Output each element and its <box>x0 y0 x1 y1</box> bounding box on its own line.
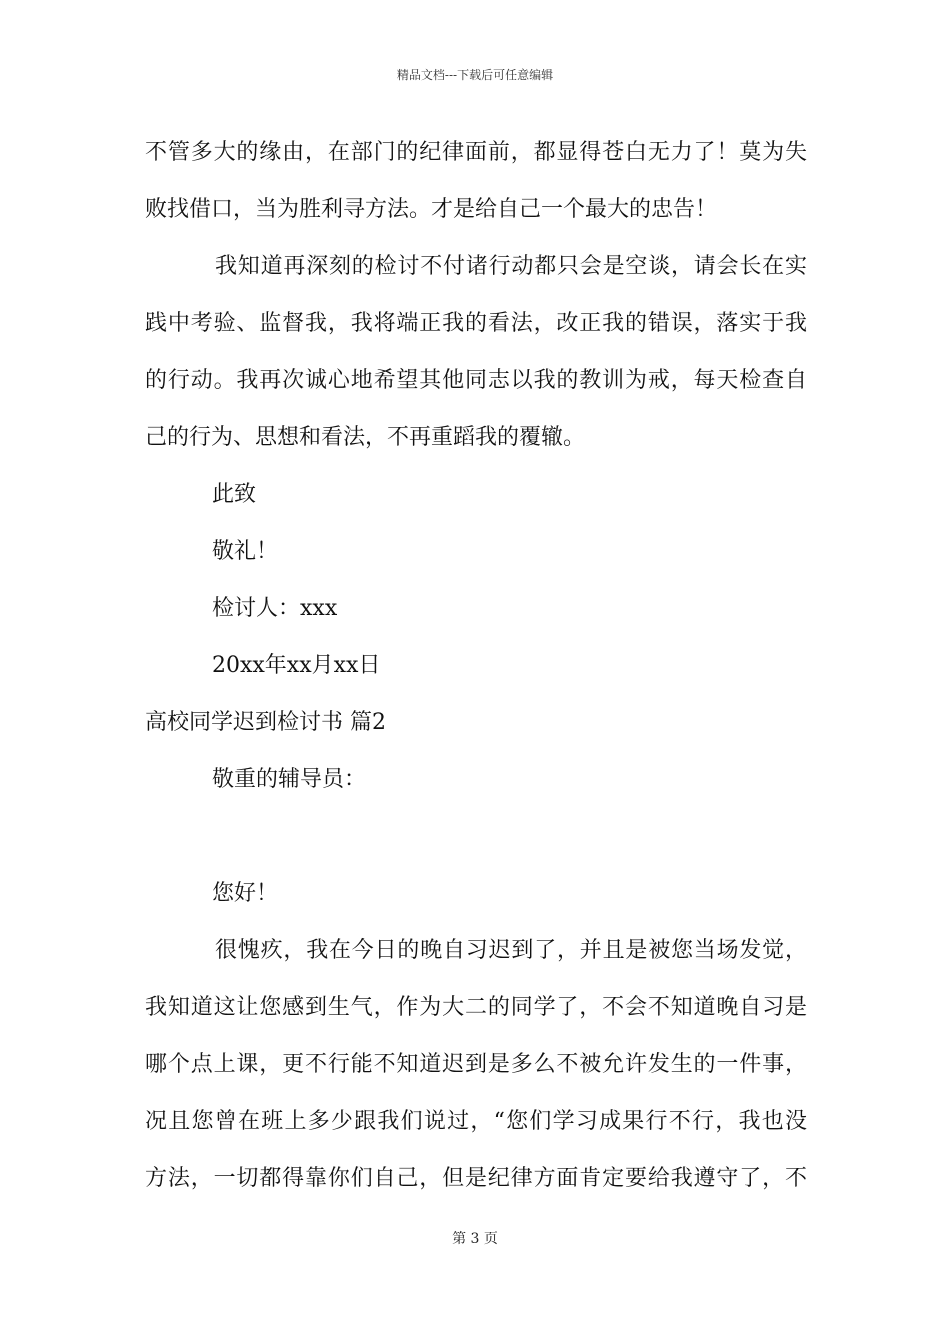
body-line: 败找借口，当为胜利寻方法。才是给自己一个最大的忠告！ <box>145 197 718 222</box>
signature-line: 检讨人：xxx <box>212 596 338 621</box>
body-line: 我知道这让您感到生气，作为大二的同学了，不会不知道晚自习是 <box>145 995 807 1020</box>
closing-regards: 敬礼！ <box>212 539 279 564</box>
body-line: 哪个点上课，更不行能不知道迟到是多么不被允许发生的一件事， <box>145 1052 807 1077</box>
paragraph-first-line: 我知道再深刻的检讨不付诸行动都只会是空谈，请会长在实 <box>215 254 807 279</box>
greeting: 您好！ <box>212 881 279 906</box>
body-line: 践中考验、监督我，我将端正我的看法，改正我的错误，落实于我 <box>145 311 807 336</box>
body-line: 己的行为、思想和看法，不再重蹈我的覆辙。 <box>145 425 586 450</box>
paragraph-first-line: 很愧疚，我在今日的晚自习迟到了，并且是被您当场发觉， <box>215 938 807 963</box>
page-header: 精品文档---下载后可任意编辑 <box>396 68 554 82</box>
date-line: 20xx年xx月xx日 <box>212 653 381 678</box>
page-number: 第 3 页 <box>452 1231 498 1247</box>
section-title: 高校同学迟到检讨书 篇2 <box>145 710 386 735</box>
greeting-recipient: 敬重的辅导员： <box>212 767 367 792</box>
closing-salutation: 此致 <box>212 482 257 507</box>
body-line: 方法，一切都得靠你们自己，但是纪律方面肯定要给我遵守了，不 <box>145 1166 807 1191</box>
body-line: 的行动。我再次诚心地希望其他同志以我的教训为戒，每天检查自 <box>145 368 807 393</box>
body-line: 况且您曾在班上多少跟我们说过，“您们学习成果行不行，我也没 <box>145 1109 807 1134</box>
body-line: 不管多大的缘由，在部门的纪律面前，都显得苍白无力了！莫为失 <box>145 140 807 165</box>
